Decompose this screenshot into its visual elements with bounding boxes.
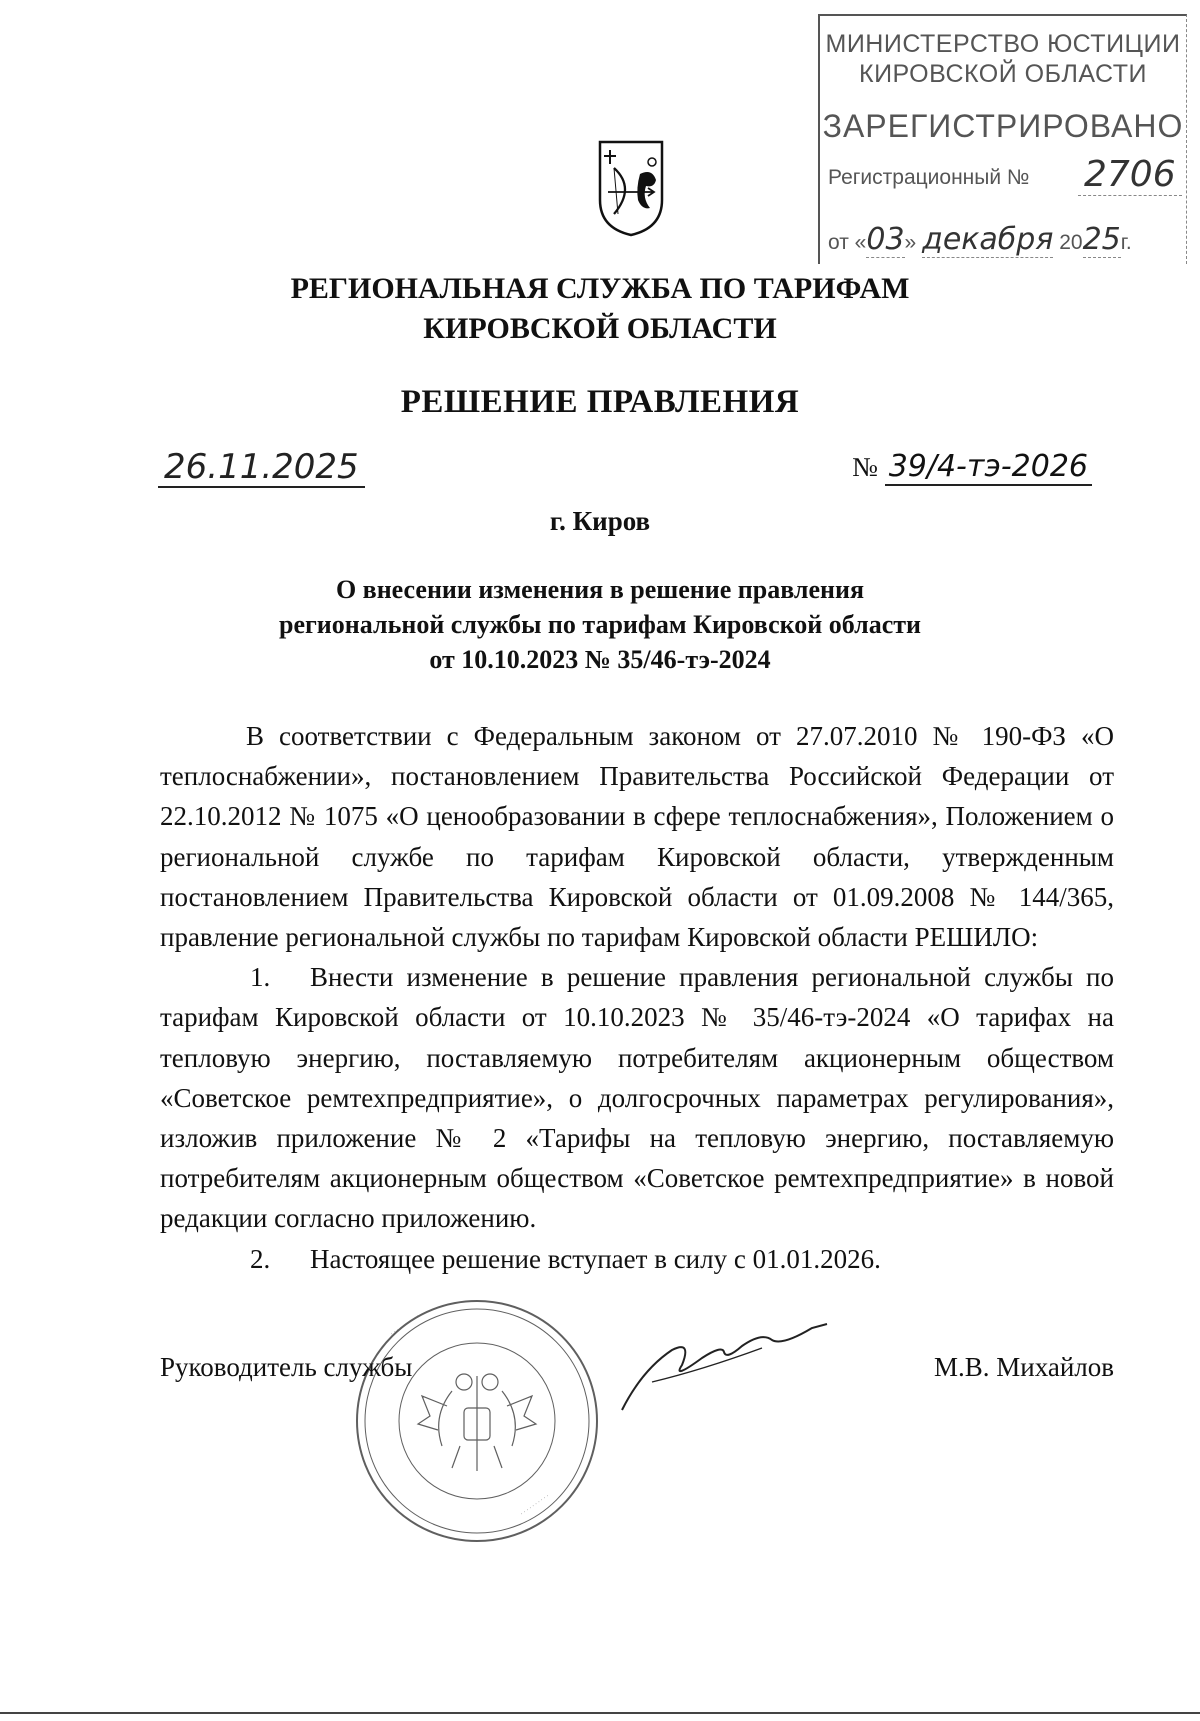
stamp-day-close: » bbox=[904, 231, 917, 254]
signer-name: М.В. Михайлов bbox=[933, 1352, 1114, 1382]
registration-stamp bbox=[818, 14, 1187, 264]
subject-line2: региональной службы по тарифам Кировской области bbox=[279, 610, 921, 639]
stamp-year-prefix: 20 bbox=[1059, 231, 1083, 254]
stamp-month: декабря bbox=[922, 222, 1054, 257]
signer-position: Руководитель службы bbox=[160, 1352, 413, 1382]
stamp-number-label: Регистрационный № bbox=[828, 166, 1030, 189]
document-number-label: № bbox=[852, 452, 878, 482]
coat-of-arms-icon bbox=[596, 138, 666, 238]
stamp-registration-number: 2706 bbox=[1078, 154, 1182, 196]
item-number: 1. bbox=[250, 962, 271, 993]
official-seal-icon bbox=[352, 1296, 602, 1546]
document-number-block bbox=[852, 448, 1092, 486]
svg-text:· · · · · · · · · ·: · · · · · · · · · · bbox=[389, 1313, 421, 1338]
stamp-year-suffix: 25 bbox=[1082, 222, 1121, 257]
document-body bbox=[160, 716, 1114, 1279]
list-item bbox=[160, 1239, 1114, 1279]
document-title: РЕШЕНИЕ ПРАВЛЕНИЯ bbox=[400, 384, 800, 420]
document-date: 26.11.2025 bbox=[158, 448, 365, 488]
stamp-status: ЗАРЕГИСТРИРОВАНО bbox=[822, 108, 1184, 144]
city: г. Киров bbox=[549, 506, 651, 536]
stamp-ministry-line1: МИНИСТЕРСТВО ЮСТИЦИИ bbox=[825, 30, 1181, 58]
page-bottom-divider bbox=[0, 1712, 1200, 1714]
stamp-date-row bbox=[828, 222, 1132, 257]
stamp-year-unit: г. bbox=[1120, 231, 1132, 254]
stamp-day: 03 bbox=[866, 222, 905, 257]
document-subject bbox=[0, 572, 1200, 677]
stamp-ministry-line2: КИРОВСКОЙ ОБЛАСТИ bbox=[859, 60, 1147, 88]
stamp-date-prefix: от « bbox=[828, 231, 867, 254]
subject-line1: О внесении изменения в решение правления bbox=[335, 575, 865, 604]
item-number: 2. bbox=[250, 1243, 271, 1274]
preamble-paragraph: В соответствии с Федеральным законом от 27.07.2010 № 190-ФЗ «О теплоснабжении», постановлением Правительства Российской Федерации от 22.10.2012 № 1075 «О ценообразовании в сфере теплоснабжения», Положением о региональной службе по тарифам Кировской области, утвержденным постановлением Правительства Кировской области от 01.09.2008 № 144/365, правление региональной службы по тарифам Кировской области РЕШИЛО: bbox=[160, 721, 1114, 953]
subject-line3: от 10.10.2023 № 35/46-тэ-2024 bbox=[429, 645, 771, 674]
svg-text:· · · · · · · · · ·: · · · · · · · · · · bbox=[519, 1493, 551, 1518]
item-text: Внести изменение в решение правления региональной службы по тарифам Кировской области от 10.10.2023 № 35/46-тэ-2024 «О тарифах на тепловую энергию, поставляемую потребителям акционерным обществом «Советское ремтехпредприятие», о долгосрочных параметрах регулирования», изложив приложение № 2 «Тарифы на тепловую энергию, поставляемую потребителям акционерным обществом «Советское ремтехпредприятие» в новой редакции согласно приложению. bbox=[160, 962, 1114, 1234]
item-text: Настоящее решение вступает в силу с 01.01.2026. bbox=[310, 1243, 881, 1274]
document-number: 39/4-тэ-2026 bbox=[885, 449, 1092, 486]
organization-name-line1: РЕГИОНАЛЬНАЯ СЛУЖБА ПО ТАРИФАМ bbox=[290, 272, 910, 305]
list-item bbox=[160, 957, 1114, 1238]
handwritten-signature-icon bbox=[612, 1310, 832, 1420]
organization-name-line2: КИРОВСКОЙ ОБЛАСТИ bbox=[423, 312, 777, 345]
